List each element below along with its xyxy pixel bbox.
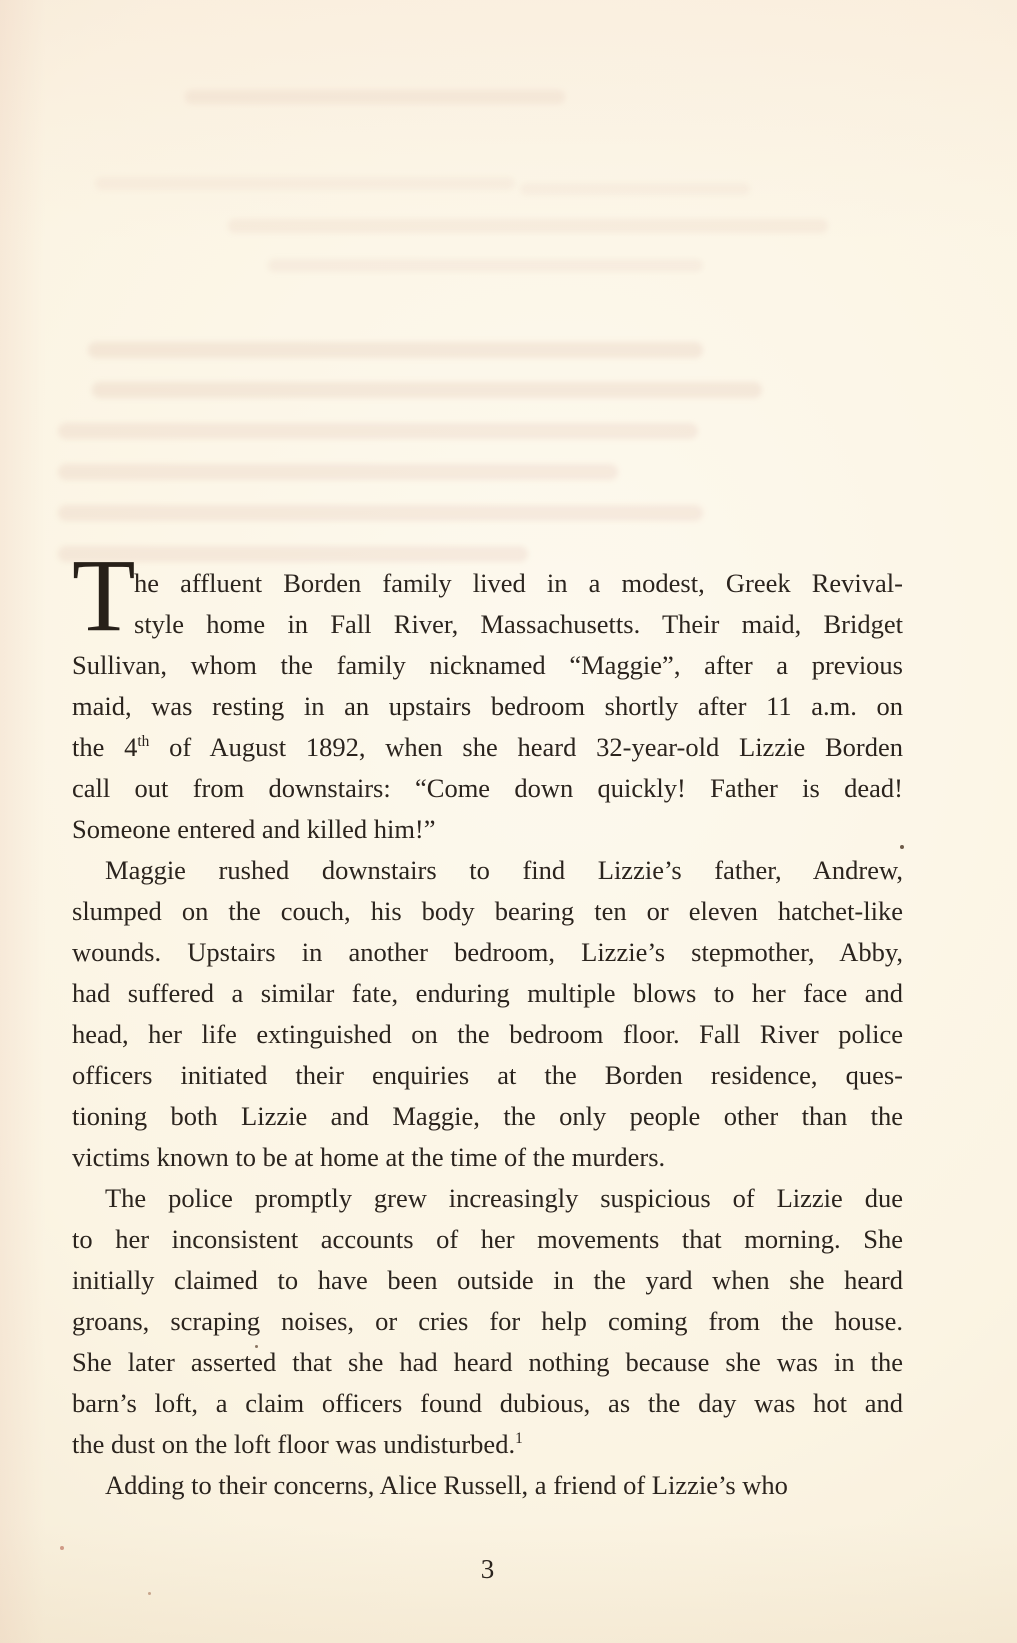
text-line <box>72 1055 903 1096</box>
text-line <box>72 1014 903 1055</box>
bleed-through-ghost-line <box>92 382 762 398</box>
text-segment: the 4 <box>72 732 138 762</box>
drop-cap: T <box>72 538 136 653</box>
text-line <box>72 1219 903 1260</box>
bleed-through-ghost-line <box>58 505 703 521</box>
text-segment: Sullivan, whom the family nicknamed “Maggie”, after a previous <box>72 650 903 680</box>
text-line <box>72 973 903 1014</box>
text-segment: Someone entered and killed him!” <box>72 814 436 844</box>
text-line <box>72 1342 903 1383</box>
bleed-through-ghost-line <box>268 259 703 272</box>
scan-speck <box>148 1592 151 1595</box>
text-segment: to her inconsistent accounts of her movements that morning. She <box>72 1224 903 1254</box>
text-segment: of August 1892, when she heard 32-year-old Lizzie Borden <box>149 732 903 762</box>
text-segment: Adding to their concerns, Alice Russell, a friend of Lizzie’s who <box>105 1470 788 1500</box>
text-segment: he affluent Borden family lived in a modest, Greek Revival- <box>134 568 903 598</box>
text-line <box>72 1178 903 1219</box>
scan-speck <box>60 1546 64 1550</box>
page-number: 3 <box>480 1554 495 1584</box>
text-segment: tioning both Lizzie and Maggie, the only people other than the <box>72 1101 903 1131</box>
text-segment: wounds. Upstairs in another bedroom, Lizzie’s stepmother, Abby, <box>72 937 903 967</box>
bleed-through-ghost-line <box>58 464 618 480</box>
text-line <box>72 1096 903 1137</box>
text-line <box>72 768 903 809</box>
text-line <box>134 604 903 645</box>
text-segment: slumped on the couch, his body bearing ten or eleven hatchet-like <box>72 896 903 926</box>
paragraph <box>72 538 903 850</box>
text-segment: had suffered a similar fate, enduring multiple blows to her face and <box>72 978 903 1008</box>
text-line <box>72 686 903 727</box>
bleed-through-ghost-line <box>95 177 515 190</box>
bleed-through-ghost-line <box>88 342 703 358</box>
paragraph <box>72 1178 903 1465</box>
text-line <box>72 645 903 686</box>
bleed-through-ghost-line <box>228 219 828 233</box>
text-line <box>72 1137 903 1178</box>
text-line <box>72 1383 903 1424</box>
text-segment: She later asserted that she had heard nothing because she was in the <box>72 1347 903 1377</box>
bleed-through-ghost-line <box>185 90 565 104</box>
text-line <box>72 850 903 891</box>
text-line <box>72 809 903 850</box>
text-line <box>72 891 903 932</box>
text-line <box>72 1260 903 1301</box>
text-segment: call out from downstairs: “Come down quickly! Father is dead! <box>72 773 903 803</box>
text-line <box>72 932 903 973</box>
text-line <box>72 1301 903 1342</box>
text-segment: victims known to be at home at the time of the murders. <box>72 1142 666 1172</box>
text-line <box>72 1465 903 1506</box>
text-line <box>72 727 903 768</box>
text-segment: maid, was resting in an upstairs bedroom shortly after 11 a.m. on <box>72 691 903 721</box>
text-segment: Maggie rushed downstairs to find Lizzie’s father, Andrew, <box>105 855 903 885</box>
text-segment: groans, scraping noises, or cries for help coming from the house. <box>72 1306 903 1336</box>
superscript-marker: th <box>137 733 150 751</box>
paragraph <box>72 1465 903 1506</box>
paragraph <box>72 850 903 1178</box>
text-segment: the dust on the loft floor was undisturbed. <box>72 1429 516 1459</box>
superscript-marker: 1 <box>515 1430 523 1448</box>
text-line <box>72 1424 903 1465</box>
bleed-through-ghost-line <box>58 423 698 439</box>
bleed-through-ghost-line <box>520 183 750 195</box>
text-segment: barn’s loft, a claim officers found dubious, as the day was hot and <box>72 1388 903 1418</box>
text-segment: style home in Fall River, Massachusetts. Their maid, Bridget <box>134 609 903 639</box>
text-segment: head, her life extinguished on the bedroom floor. Fall River police <box>72 1019 903 1049</box>
text-line <box>134 563 903 604</box>
text-segment: The police promptly grew increasingly suspicious of Lizzie due <box>105 1183 903 1213</box>
text-segment: officers initiated their enquiries at the Borden residence, ques- <box>72 1060 903 1090</box>
text-segment: initially claimed to have been outside in the yard when she heard <box>72 1265 903 1295</box>
page-text <box>72 538 903 1506</box>
